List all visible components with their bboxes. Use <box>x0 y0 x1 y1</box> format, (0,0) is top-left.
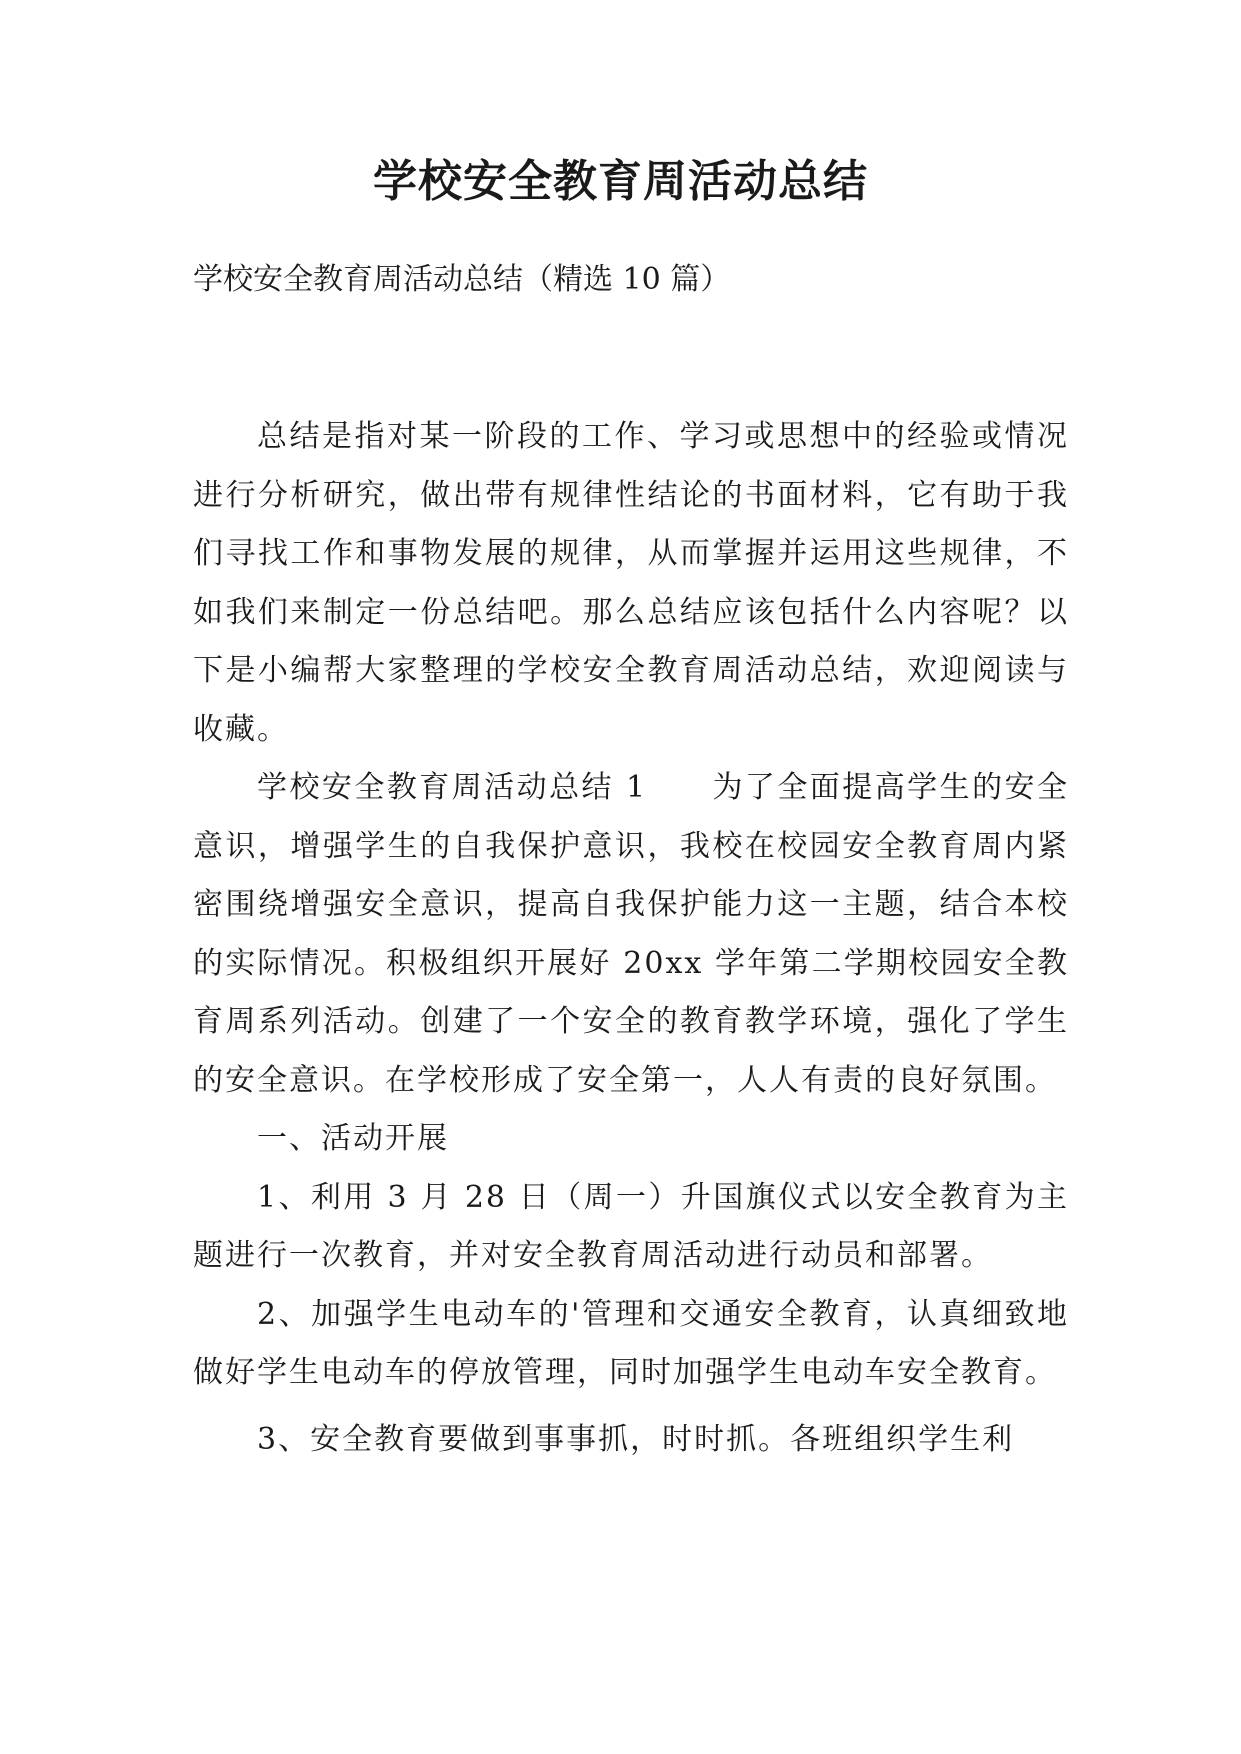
list-item-3: 3、安全教育要做到事事抓，时时抓。各班组织学生利 <box>257 1421 1015 1457</box>
document-subtitle: 学校安全教育周活动总结（精选 10 篇） <box>193 262 731 297</box>
page-title: 学校安全教育周活动总结 <box>373 156 868 207</box>
paragraph-summary-1: 学校安全教育周活动总结 1 为了全面提高学生的安全意识，增强学生的自我保护意识，我校在校园安全教育周内紧密围绕增强安全意识，提高自我保护能力这一主题，结合本校的实际情况。积极组织开展好 20xx 学年第二学期校园安全教育周系列活动。创建了一个安全的教育教学环境，强化了学生的安全意识。在学校形成了安全第一，人人有责的良好氛围。 <box>193 770 1069 1098</box>
list-item-2: 2、加强学生电动车的'管理和交通安全教育，认真细致地做好学生电动车的停放管理，同时加强学生电动车安全教育。 <box>193 1296 1069 1390</box>
section-heading-activities: 一、活动开展 <box>257 1121 449 1156</box>
document-body <box>193 408 1069 1469</box>
paragraph-intro: 总结是指对某一阶段的工作、学习或思想中的经验或情况进行分析研究，做出带有规律性结论的书面材料，它有助于我们寻找工作和事物发展的规律，从而掌握并运用这些规律，不如我们来制定一份总结吧。那么总结应该包括什么内容呢？以下是小编帮大家整理的学校安全教育周活动总结，欢迎阅读与收藏。 <box>193 419 1069 747</box>
list-item-1: 1、利用 3 月 28 日（周一）升国旗仪式以安全教育为主题进行一次教育，并对安全教育周活动进行动员和部署。 <box>193 1179 1069 1273</box>
